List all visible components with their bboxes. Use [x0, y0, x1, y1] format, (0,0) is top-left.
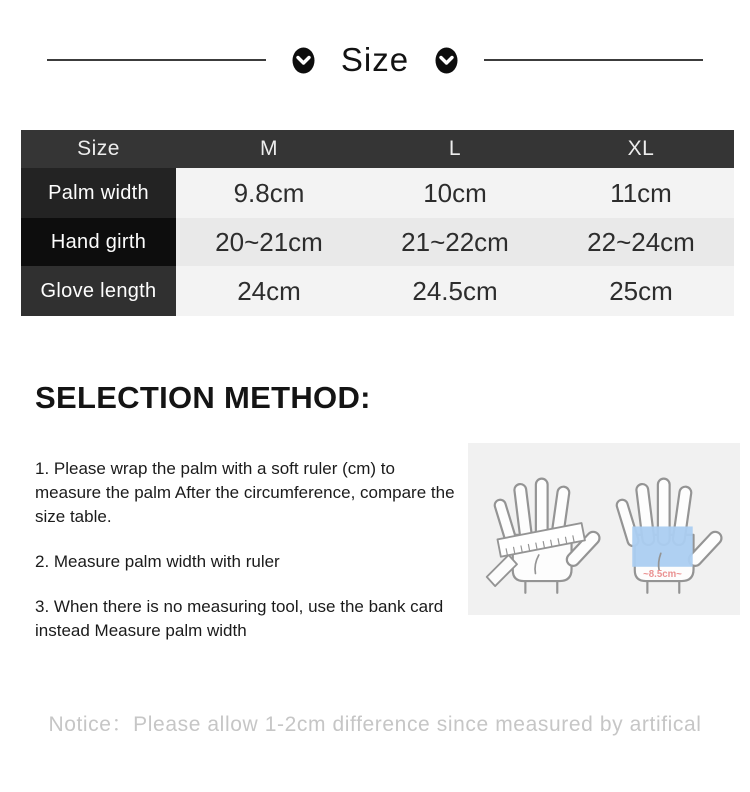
- cell-value: 24.5cm: [362, 266, 548, 316]
- column-header-l: L: [362, 130, 548, 168]
- column-header-xl: XL: [548, 130, 734, 168]
- step-1: 1. Please wrap the palm with a soft ruler (cm) to measure the palm After the circumference, compare the size table.: [35, 459, 455, 526]
- row-label: Palm width: [21, 168, 176, 218]
- decorative-line-left: [47, 59, 266, 61]
- cell-value: 10cm: [362, 168, 548, 218]
- cell-value: 21~22cm: [362, 218, 548, 266]
- selection-method-section: [35, 443, 750, 664]
- size-table: [21, 130, 734, 316]
- instruction-steps: [35, 443, 465, 664]
- row-label: Glove length: [21, 266, 176, 316]
- notice-text: Notice：Please allow 1-2cm difference since measured by artifical: [48, 713, 702, 736]
- cell-value: 22~24cm: [548, 218, 734, 266]
- table-row-hand-girth: [21, 218, 734, 266]
- card-width-label: ~8.5cm~: [643, 568, 682, 580]
- cell-value: 25cm: [548, 266, 734, 316]
- step-2: 2. Measure palm width with ruler: [35, 552, 280, 571]
- measurement-illustration-panel: [468, 443, 740, 615]
- bank-card-shape: [632, 526, 692, 566]
- column-header-size: Size: [21, 130, 176, 168]
- table-row-palm-width: [21, 168, 734, 218]
- chevron-down-badge-icon: [292, 47, 315, 74]
- column-header-m: M: [176, 130, 362, 168]
- cell-value: 20~21cm: [176, 218, 362, 266]
- hand-with-ruler-icon: [485, 461, 601, 597]
- title-bar: [0, 42, 750, 78]
- decorative-line-right: [484, 59, 703, 61]
- cell-value: 11cm: [548, 168, 734, 218]
- selection-method-heading: SELECTION METHOD:: [35, 380, 371, 415]
- hand-with-card-icon: [607, 461, 723, 597]
- table-row-glove-length: [21, 266, 734, 316]
- page-title: Size: [340, 41, 410, 78]
- table-header-row: [21, 130, 734, 168]
- row-label: Hand girth: [21, 218, 176, 266]
- chevron-down-badge-icon: [435, 47, 458, 74]
- step-3: 3. When there is no measuring tool, use the bank card instead Measure palm width: [35, 597, 444, 640]
- cell-value: 9.8cm: [176, 168, 362, 218]
- cell-value: 24cm: [176, 266, 362, 316]
